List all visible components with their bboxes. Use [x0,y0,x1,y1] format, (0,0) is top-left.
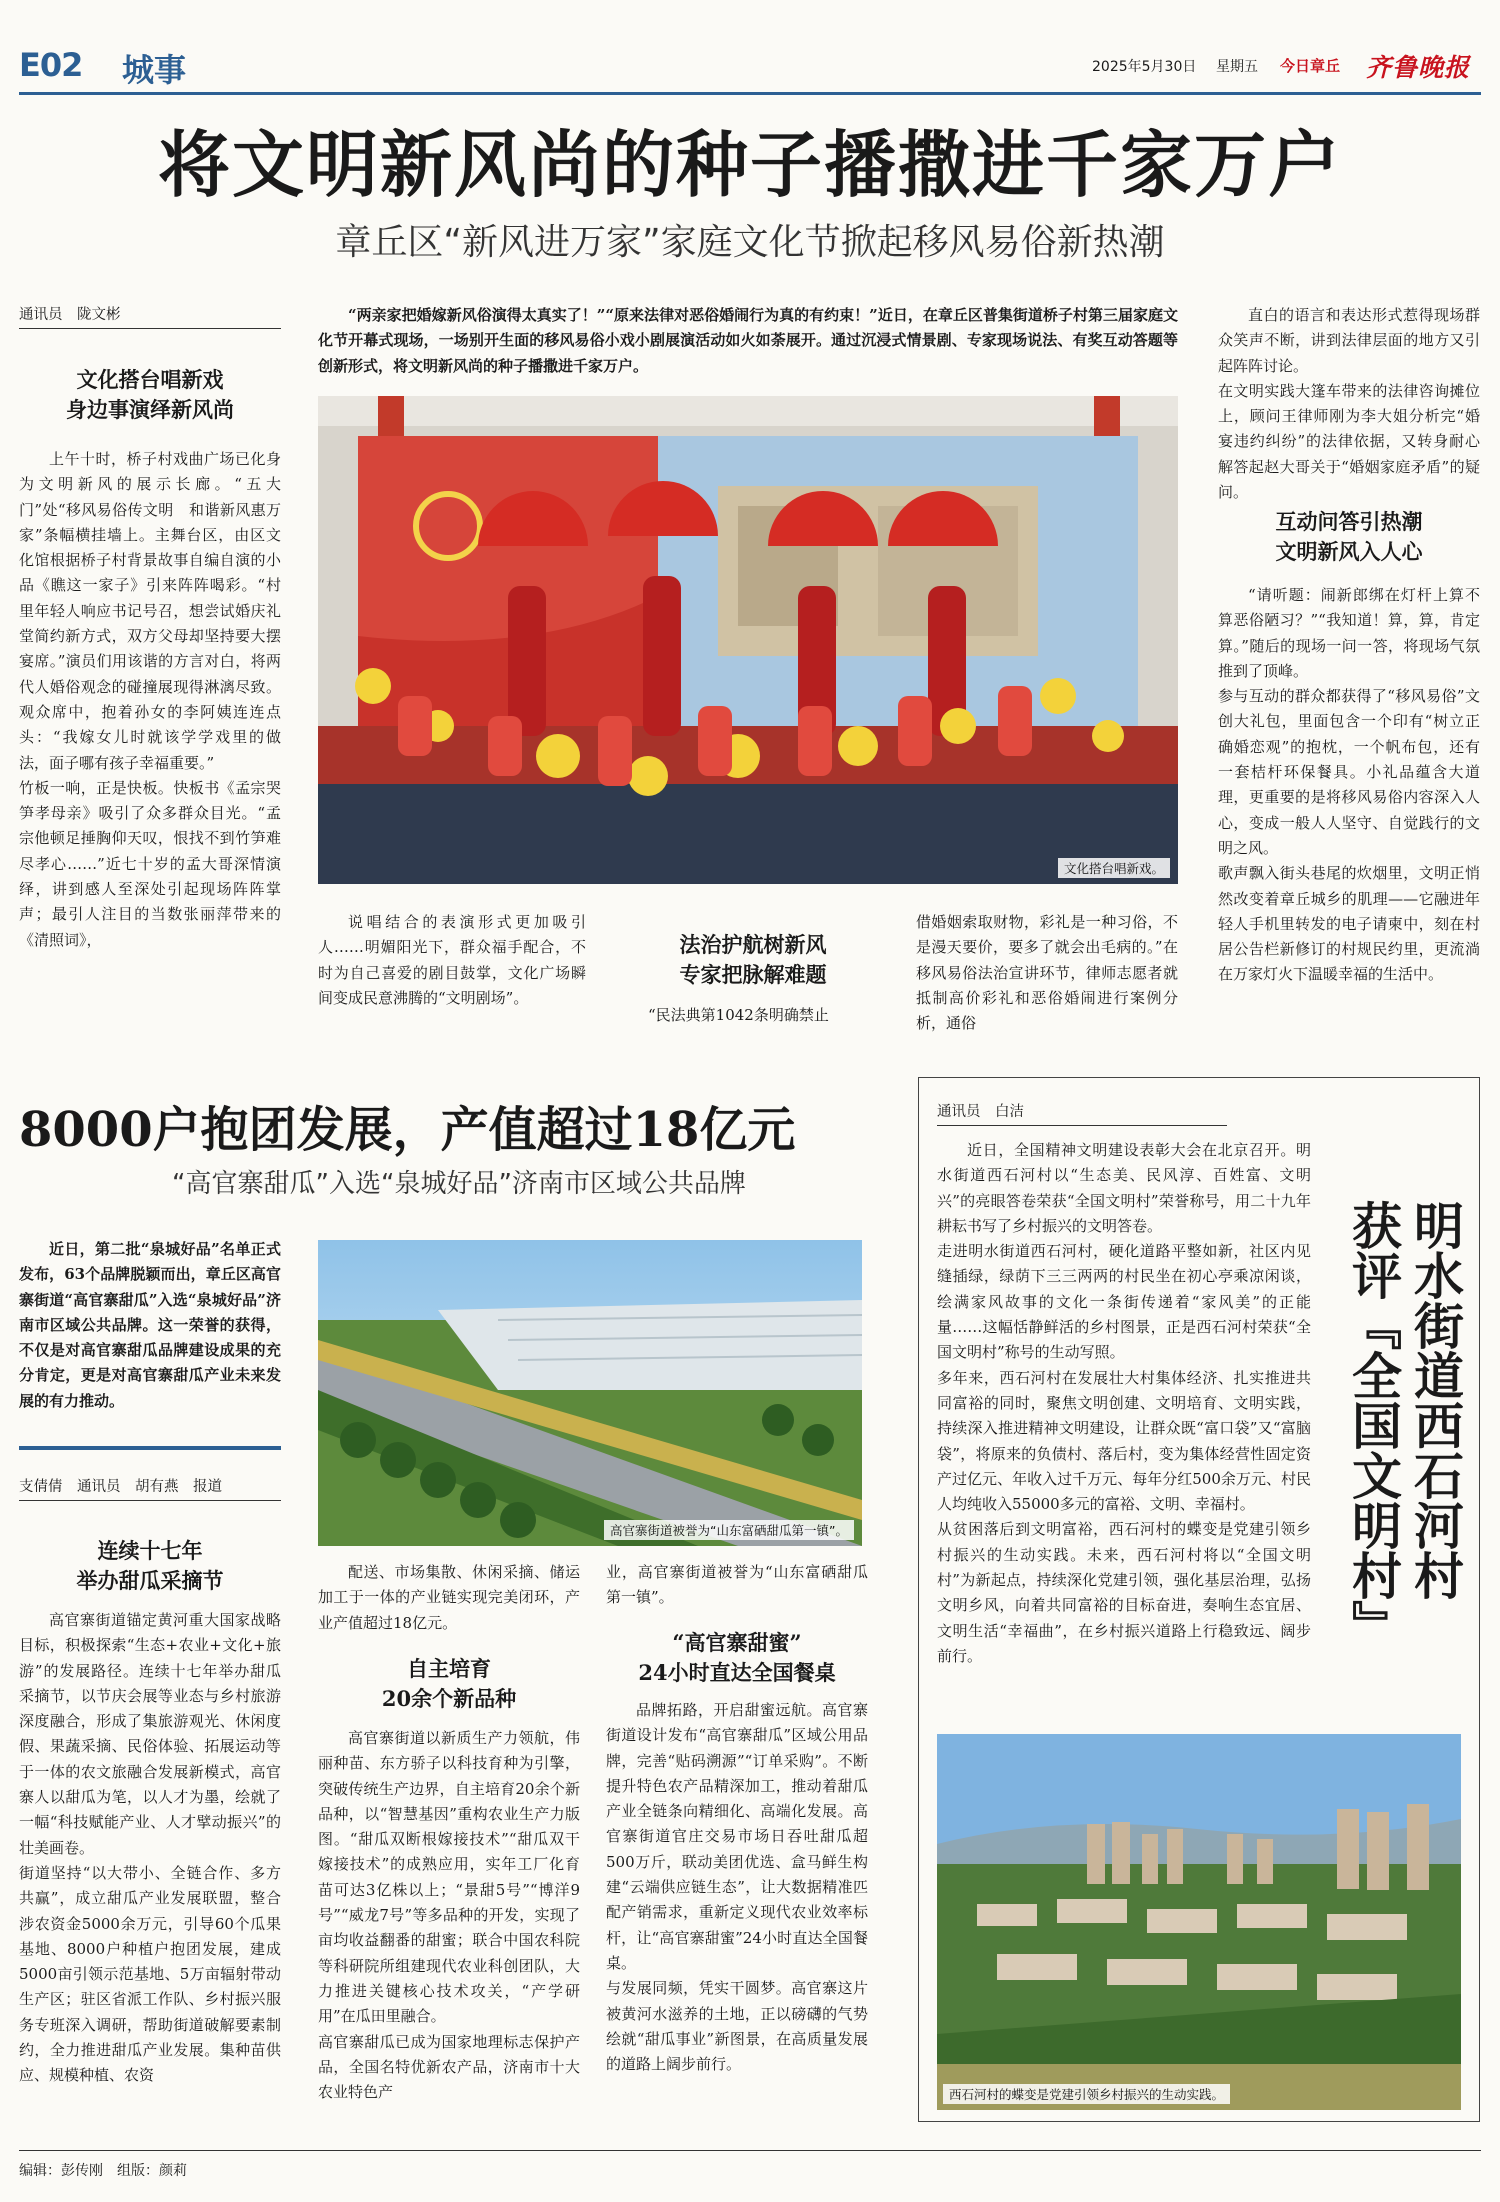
article2-photo-caption: 高官寨街道被誉为“山东富硒甜瓜第一镇”。 [604,1520,854,1540]
article2-headline: 8000户抱团发展，产值超过18亿元 [19,1102,796,1158]
article2-lead: 近日，第二批“泉城好品”名单正式发布，63个品牌脱颖而出，章丘区高官寨街道“高官寨甜瓜”入选“泉城好品”济南市区域公共品牌。这一荣誉的获得，不仅是对高官寨甜瓜品牌建设成果的充分肯定，更是对高官寨甜瓜产业未来发展的有力推动。 [19,1240,281,1410]
article2-column-2b: 高官寨街道以新质生产力领航，伟丽种苗、东方骄子以科技育种为引擎，突破传统生产边界，自主培育20余个新品种，以“智慧基因”重构农业生产力版图。“甜瓜双断根嫁接技术”“甜瓜双干嫁接技术”的成熟应用，实年工厂化育苗可达3亿株以上；“景甜5号”“博洋9号”“威龙7号”等多品种的开发，实现了亩均收益翻番的甜蜜；联合中国农科院等科研院所组建现代农业科创团队，大力推进关键核心技术攻关，“产学研用”在瓜田里融合。 高官寨甜瓜已成为国家地理标志保护产品，全国名特优新农产品，济南市十大农业特色产 [318,1729,580,2102]
article1-lead: “两亲家把婚嫁新风俗演得太真实了！”“原来法律对恶俗婚闹行为真的有约束！”近日，在章丘区普集街道桥子村第三届家庭文化节开幕式现场，一场别开生面的移风易俗小戏小剧展演活动如火如荼展开。通过沉浸式情景剧、专家现场说法、有奖互动答题等创新形式，将文明新风尚的种子播撒进千家万户。 [318,306,1178,375]
footer-credits: 编辑：彭传刚 组版：颜莉 [19,2163,187,2179]
section-name: 城事 [122,51,187,89]
article1-column-4: 借婚姻索取财物，彩礼是一种习俗，不是漫天要价，要多了就会出毛病的。”在移风易俗法治宣讲环节，律师志愿者就抵制高价彩礼和恶俗婚闹进行案例分析，通俗 [916,913,1178,1033]
article2-subheading-3: “高官寨甜蜜” 24小时直达全国餐桌 [638,1630,836,1685]
header-rule [19,92,1481,95]
article2-subheading-1: 连续十七年 举办甜瓜采摘节 [76,1538,224,1593]
article2-subheading-2: 自主培育 20余个新品种 [381,1656,517,1711]
footer-rule [19,2150,1481,2151]
article1-subheading-1: 文化搭台唱新戏 身边事演绎新风尚 [66,367,234,422]
article3-photo [937,1734,1461,2110]
article1-headline: 将文明新风尚的种子播撒进千家万户 [157,122,1342,207]
issue-weekday: 星期五 [1216,59,1258,75]
article3-byline: 通讯员 白洁 [937,1100,1227,1126]
issue-date: 2025年5月30日 [1092,59,1197,75]
article1-column-2: 说唱结合的表演形式更加吸引人……明媚阳光下，群众福手配合，不时为自己喜爱的剧目鼓掌，文化广场瞬间变成民意沸腾的“文明剧场”。 [318,913,586,1007]
article2-column-1: 高官寨街道锚定黄河重大国家战略目标，积极探索“生态+农业+文化+旅游”的发展路径。连续十七年举办甜瓜采摘节，以节庆会展等业态与乡村旅游深度融合，形成了集旅游观光、休闲度假、果蔬采摘、民俗体验、拓展运动等于一体的农文旅融合发展新模式，高官寨人以甜瓜为笔，以人才为墨，绘就了一幅“科技赋能产业、人才擘动振兴”的壮美画卷。 街道坚持“以大带小、全链合作、多方共赢”，成立甜瓜产业发展联盟，整合涉农资金5000余万元，引导60个瓜果基地、8000户种植户抱团发展，建成5000亩引领示范基地、5万亩辐射带动生产区；驻区省派工作队、乡村振兴服务专班深入调研，帮助街道破解要素制约，全力推进甜瓜产业发展。集种苗供应、规模种植、农资 [19,1611,281,2085]
edition-name: 今日章丘 [1280,57,1341,75]
article1-byline: 通讯员 陇文彬 [19,303,281,329]
article2-column-3a: 业，高官寨街道被誉为“山东富硒甜瓜第一镇”。 [606,1563,868,1607]
article1-column-3: “民法典第1042条明确禁止 [648,1006,829,1024]
article2-subhead: “高官寨甜瓜”入选“泉城好品”济南市区域公共品牌 [172,1169,746,1199]
paper-logo: 齐鲁晚报 [1366,53,1471,82]
article1-subheading-3: 互动问答引热潮 文明新风入人心 [1275,509,1423,564]
article2-column-2a: 配送、市场集散、休闲采摘、储运加工于一体的产业链实现完美闭环，产业产值超过18亿元。 [318,1563,580,1632]
article1-photo-caption: 文化搭台唱新戏。 [1058,858,1170,878]
article2-column-3b: 品牌拓路，开启甜蜜远航。高官寨街道设计发布“高官寨甜瓜”区域公用品牌，完善“贴码溯源”“订单采购”。不断提升特色农产品精深加工，推动着甜瓜产业全链条向精细化、高端化发展。高官寨街道官庄交易市场日吞吐甜瓜超500万斤，联动美团优选、盒马鲜生构建“云端供应链生态”，让大数据精准匹配产销需求，重新定义现代农业效率标杆，让“高官寨甜蜜”24小时直达全国餐桌。 与发展同频，凭实干圆梦。高官寨这片被黄河水滋养的土地，正以磅礴的气势绘就“甜瓜事业”新图景，在高质量发展的道路上阔步前行。 [606,1701,868,2074]
article3-headline: 明水街道西石河村 获评『全国文明村』 [1344,1200,1465,1650]
article1-photo [318,396,1178,884]
article2-byline: 支倩倩 通讯员 胡有燕 报道 [19,1475,281,1501]
article2-photo [318,1240,862,1546]
article1-column-5b: “请听题：闹新郎绑在灯杆上算不算恶俗陋习？”“我知道！算，算，肯定算。”随后的现场一问一答，将现场气氛推到了顶峰。 参与互动的群众都获得了“移风易俗”文创大礼包，里面包含一个印有“树立正确婚恋观”的抱枕，一个帆布包，还有一套桔杆环保餐具。小礼品蕴含大道理，更重要的是将移风易俗内容深入人心，变成一般人人坚守、自觉践行的文明之风。 歌声飘入街头巷尾的炊烟里，文明正悄然改变着章丘城乡的肌理——它融进年轻人手机里转发的电子请柬中，刻在村居公告栏新修订的村规民约里，更流淌在万家灯火下温暖幸福的生活中。 [1218,586,1480,984]
article1-column-5a: 直白的语言和表达形式惹得现场群众笑声不断，讲到法律层面的地方又引起阵阵讨论。 在文明实践大篷车带来的法律咨询摊位上，顾问王律师刚为李大姐分析完“婚宴违约纠纷”的法律依据，又转身耐心解答起赵大哥关于“婚姻家庭矛盾”的疑问。 [1218,306,1480,502]
page-header [0,0,1500,100]
article3-body: 近日，全国精神文明建设表彰大会在北京召开。明水街道西石河村以“生态美、民风淳、百姓富、文明兴”的亮眼答卷荣获“全国文明村”荣誉称号，用二十九年耕耘书写了乡村振兴的文明答卷。 走进明水街道西石河村，硬化道路平整如新，社区内见缝插绿，绿荫下三三两两的村民坐在初心亭乘凉闲谈，绘满家风故事的文化一条街传递着“家风美”的正能量……这幅恬静鲜活的乡村图景，正是西石河村荣获“全国文明村”称号的生动写照。 多年来，西石河村在发展壮大村集体经济、扎实推进共同富裕的同时，聚焦文明创建、文明培育、文明实践，持续深入推进精神文明建设，让群众既“富口袋”又“富脑袋”，将原来的负债村、落后村，变为集体经营性固定资产过亿元、年收入过千万元、每年分红500余万元、村民人均纯收入55000多元的富裕、文明、幸福村。 从贫困落后到文明富裕，西石河村的蝶变是党建引领乡村振兴的生动实践。未来，西石河村将以“全国文明村”为新起点，持续深化党建引领，强化基层治理，弘扬文明乡风，向着共同富裕的目标奋进，奏响生态宜居、文明生活“幸福曲”，在乡村振兴道路上行稳致远、阔步前行。 [937,1141,1311,1665]
article2-rule [19,1446,281,1450]
article1-column-1: 上午十时，桥子村戏曲广场已化身为文明新风的展示长廊。“五大门”处“移风易俗传文明 和谐新风惠万家”条幅横挂墙上。主舞台区，由区文化馆根据桥子村背景故事自编自演的小品《瞧这一家子》引来阵阵喝彩。“村里年轻人响应书记号召，想尝试婚庆礼堂简约新方式，双方父母却坚持要大摆宴席。”演员们用该谐的方言对白，将两代人婚俗观念的碰撞展现得淋漓尽致。观众席中，抱着孙女的李阿姨连连点头：“我嫁女儿时就该学学戏里的做法，面子哪有孩子幸福重要。” 竹板一响，正是快板。快板书《孟宗哭笋孝母亲》吸引了众多群众目光。“孟宗他顿足捶胸仰天叹，恨找不到竹笋难尽孝心……”近七十岁的孟大哥深情演绎，讲到感人至深处引起现场阵阵掌声；最引人注目的当数张丽萍带来的《清照词》， [19,450,281,949]
article3-photo-caption: 西石河村的蝶变是党建引领乡村振兴的生动实践。 [943,2084,1230,2104]
article1-subheading-2: 法治护航树新风 专家把脉解难题 [679,932,827,987]
page-code: E02 [19,46,83,84]
article1-subhead: 章丘区“新风进万家”家庭文化节掀起移风易俗新热潮 [335,222,1165,263]
